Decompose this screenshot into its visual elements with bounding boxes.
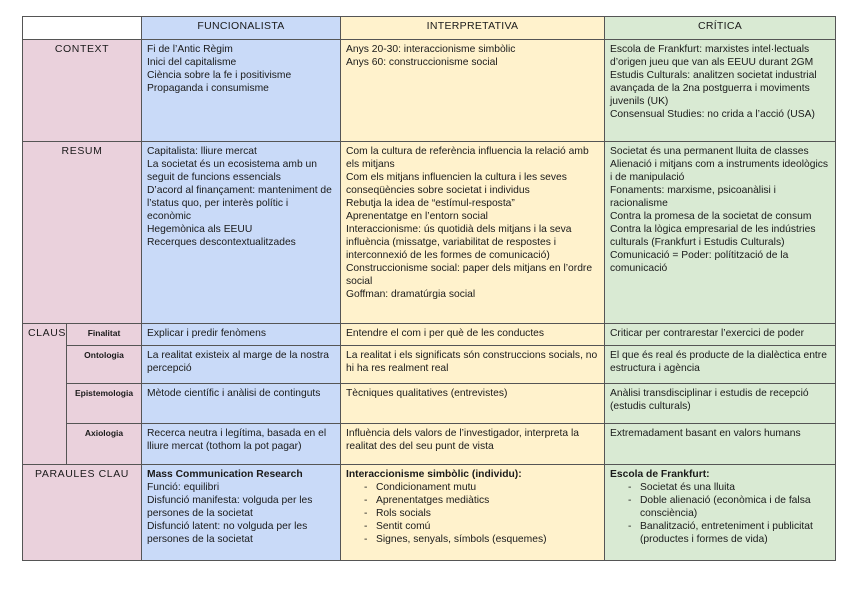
text-line: Contra la lògica empresarial de les indústries culturals (Frankfurt i Estudis Culturals) (610, 224, 816, 248)
text-line: Alienació i mitjans com a instruments ideològics i de manipulació (610, 159, 829, 183)
epistemologia-funcionalista: Mètode científic i anàlisi de continguts (142, 384, 341, 424)
paraules-label: PARAULES CLAU (23, 465, 142, 561)
claus-axiologia-row (23, 424, 836, 465)
theories-comparison-table (22, 16, 836, 561)
epistemologia-interpretativa: Tècniques qualitatives (entrevistes) (341, 384, 605, 424)
resum-funcionalista (142, 142, 341, 324)
list-item: - Sentit comú (364, 520, 599, 533)
resum-interpretativa (341, 142, 605, 324)
text-line: Goffman: dramatúrgia social (346, 289, 476, 300)
ontologia-interpretativa: La realitat i els significats són construccions socials, no hi ha res realment real (341, 346, 605, 384)
text-line: Construccionisme social: paper dels mitjans en l’ordre social (346, 263, 593, 287)
resum-critica (605, 142, 836, 324)
text-line: Com els mitjans influencien la cultura i les seves conseqüències sobre societat i individus (346, 172, 567, 196)
context-funcionalista (142, 40, 341, 142)
text-line: Hegemònica als EEUU (147, 224, 253, 235)
text-line: Fonaments: marxisme, psicoanàlisi i racionalisme (610, 185, 776, 209)
list-item: - Banalització, entreteniment i publicitat (productes i formes de vida) (628, 520, 830, 546)
text-line: Inici del capitalisme (147, 57, 237, 68)
header-critica: CRÍTICA (605, 17, 836, 40)
claus-label: CLAUS (23, 324, 67, 465)
paraules-row (23, 465, 836, 561)
context-row (23, 40, 836, 142)
text-line: Anys 60: construccionisme social (346, 57, 498, 68)
finalitat-funcionalista: Explicar i predir fenòmens (142, 324, 341, 346)
epistemologia-label: Epistemologia (67, 384, 142, 424)
text-line: Escola de Frankfurt: marxistes intel·lectuals d’origen jueu que van als EEUU durant 2GM (610, 44, 814, 68)
corner-cell (23, 17, 142, 40)
ontologia-label: Ontologia (67, 346, 142, 384)
list-item: - Doble alienació (econòmica i de falsa consciència) (628, 494, 830, 520)
list-item: - Aprenentatges mediàtics (364, 494, 599, 507)
keyword-title: Escola de Frankfurt: (610, 469, 710, 480)
keyword-list (610, 481, 830, 546)
text-line: Rebutja la idea de “estímul-resposta” (346, 198, 515, 209)
text-line: D’acord al finançament: manteniment de l’status quo, per interès polític i econòmic (147, 185, 332, 222)
finalitat-critica: Criticar per contrarestar l’exercici de poder (605, 324, 836, 346)
paraules-interpretativa (341, 465, 605, 561)
text-line: Estudis Culturals: analitzen societat industrial avançada de la 2na postguerra i moviments juvenils (UK) (610, 70, 817, 107)
list-item: - Societat és una lluita (628, 481, 830, 494)
text-line: Funció: equilibri (147, 482, 220, 493)
text-line: Com la cultura de referència influencia la relació amb els mitjans (346, 146, 589, 170)
axiologia-funcionalista: Recerca neutra i legítima, basada en el lliure mercat (tothom la pot pagar) (142, 424, 341, 465)
paraules-funcionalista (142, 465, 341, 561)
context-critica (605, 40, 836, 142)
keyword-list (346, 481, 599, 546)
text-line: Interaccionisme: ús quotidià dels mitjans i la seva influència (missatge, variabilitat de respostes i interconnexió de les formes de comunicació) (346, 224, 572, 261)
paraules-critica (605, 465, 836, 561)
list-item: - Rols socials (364, 507, 599, 520)
keyword-title: Interaccionisme simbòlic (individu): (346, 469, 522, 480)
text-line: Recerques descontextualitzades (147, 237, 296, 248)
list-item: - Condicionament mutu (364, 481, 599, 494)
text-line: Consensual Studies: no crida a l’acció (USA) (610, 109, 815, 120)
resum-row (23, 142, 836, 324)
claus-ontologia-row (23, 346, 836, 384)
list-item: - Signes, senyals, símbols (esquemes) (364, 533, 599, 546)
epistemologia-critica: Anàlisi transdisciplinar i estudis de recepció (estudis culturals) (605, 384, 836, 424)
header-row (23, 17, 836, 40)
ontologia-critica: El que és real és producte de la dialèctica entre estructura i agència (605, 346, 836, 384)
text-line: Societat és una permanent lluita de classes (610, 146, 809, 157)
text-line: Capitalista: lliure mercat (147, 146, 257, 157)
claus-epistemologia-row (23, 384, 836, 424)
text-line: La societat és un ecosistema amb un seguit de funcions essencials (147, 159, 317, 183)
resum-label: RESUM (23, 142, 142, 324)
context-interpretativa (341, 40, 605, 142)
text-line: Contra la promesa de la societat de consum (610, 211, 812, 222)
axiologia-critica: Extremadament basant en valors humans (605, 424, 836, 465)
text-line: Comunicació = Poder: polítització de la comunicació (610, 250, 789, 274)
axiologia-label: Axiologia (67, 424, 142, 465)
ontologia-funcionalista: La realitat existeix al marge de la nostra percepció (142, 346, 341, 384)
keyword-title: Mass Communication Research (147, 469, 303, 480)
text-line: Ciència sobre la fe i positivisme (147, 70, 292, 81)
finalitat-interpretativa: Entendre el com i per què de les conductes (341, 324, 605, 346)
claus-finalitat-row (23, 324, 836, 346)
finalitat-label: Finalitat (67, 324, 142, 346)
text-line: Anys 20-30: interaccionisme simbòlic (346, 44, 516, 55)
text-line: Propaganda i consumisme (147, 83, 269, 94)
header-funcionalista: FUNCIONALISTA (142, 17, 341, 40)
context-label: CONTEXT (23, 40, 142, 142)
text-line: Aprenentatge en l’entorn social (346, 211, 488, 222)
axiologia-interpretativa: Influència dels valors de l’investigador, interpreta la realitat des del seu punt de vista (341, 424, 605, 465)
header-interpretativa: INTERPRETATIVA (341, 17, 605, 40)
text-line: Fi de l’Antic Règim (147, 44, 233, 55)
text-line: Disfunció manifesta: volguda per les persones de la societat (147, 495, 313, 519)
text-line: Disfunció latent: no volguda per les persones de la societat (147, 521, 308, 545)
